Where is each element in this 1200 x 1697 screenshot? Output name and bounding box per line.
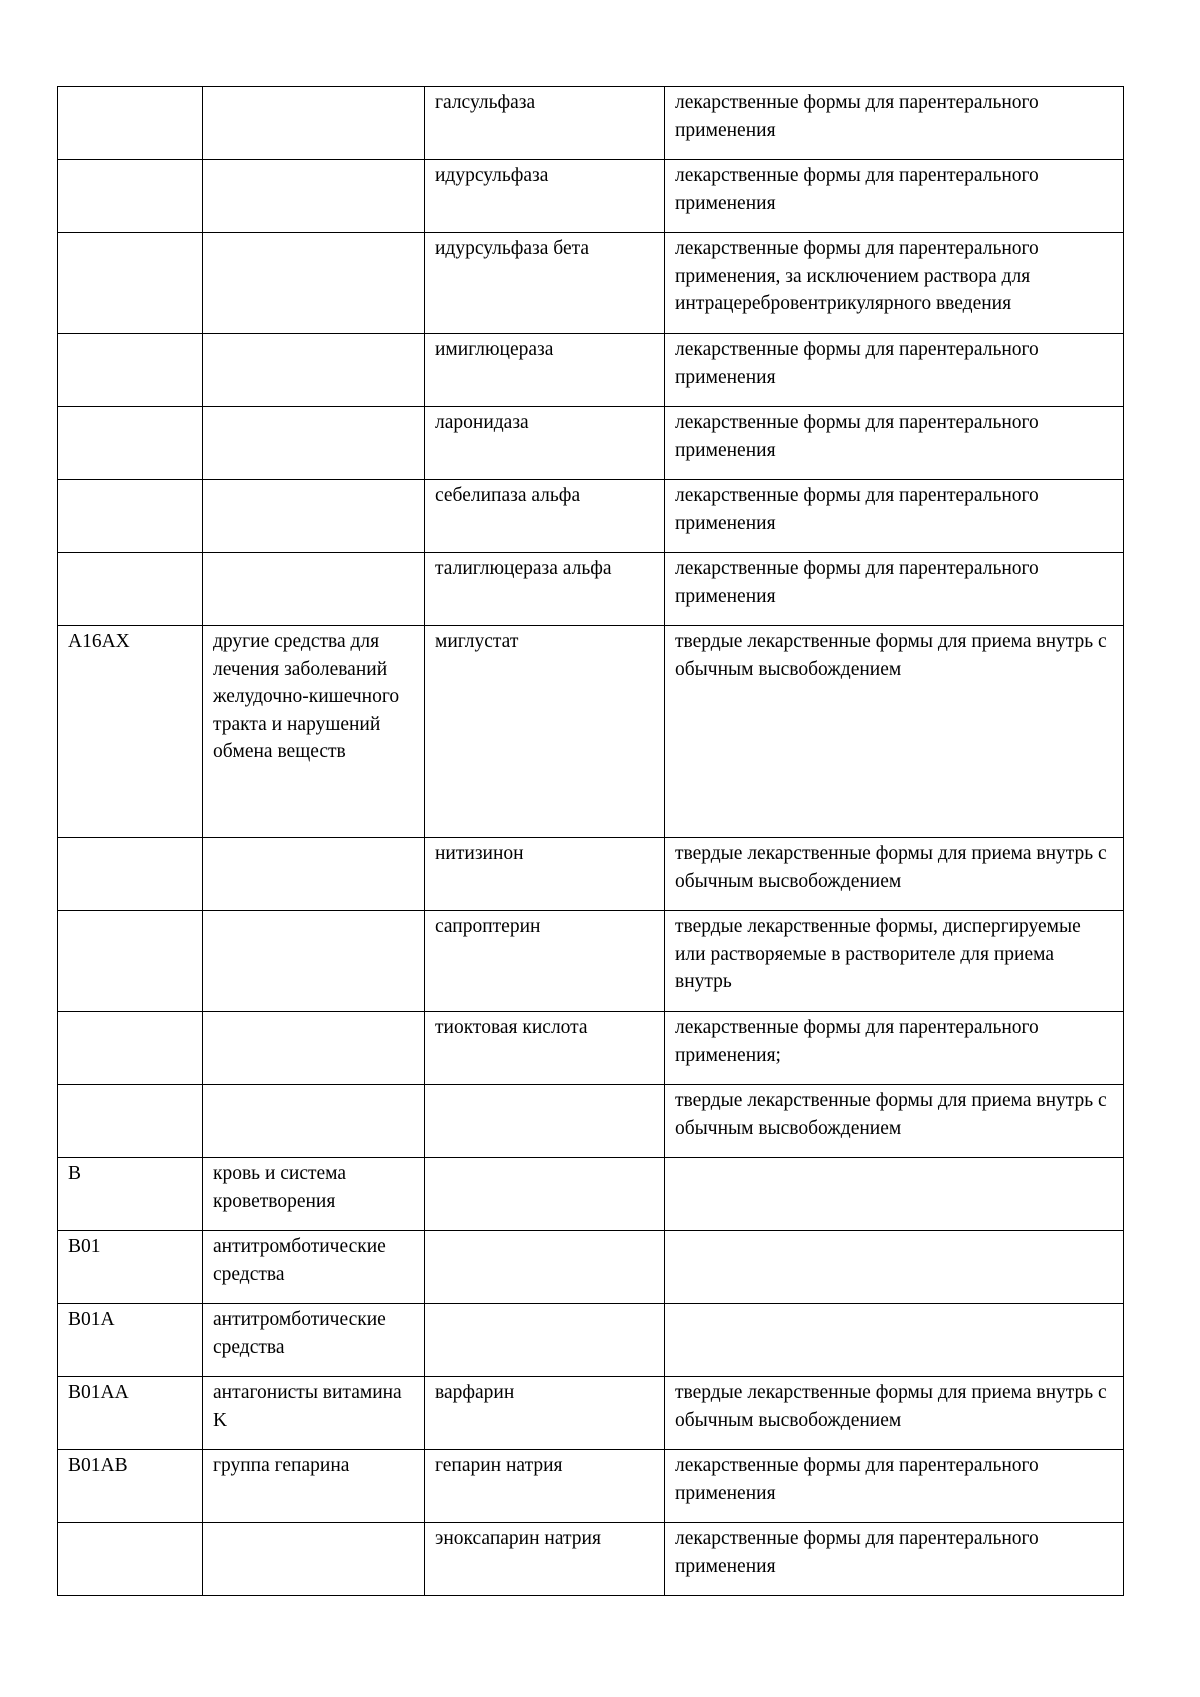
dosage-form-cell <box>665 1158 1124 1231</box>
group-name-cell: другие средства для лечения заболеваний желудочно-кишечного тракта и нарушений обмена веществ <box>203 626 425 838</box>
group-name-cell <box>203 1523 425 1596</box>
dosage-form-cell: лекарственные формы для парентерального применения <box>665 553 1124 626</box>
drug-name-cell <box>425 1085 665 1158</box>
dosage-form-cell: лекарственные формы для парентерального применения, за исключением раствора для интрацеребровентрикулярного введения <box>665 233 1124 334</box>
dosage-form-cell: лекарственные формы для парентерального применения <box>665 334 1124 407</box>
group-name-cell <box>203 160 425 233</box>
atc-code-cell <box>58 480 203 553</box>
table-row <box>58 87 1124 160</box>
atc-code-cell <box>58 407 203 480</box>
table-row <box>58 911 1124 1012</box>
drug-name-cell: себелипаза альфа <box>425 480 665 553</box>
drug-name-cell: галсульфаза <box>425 87 665 160</box>
group-name-cell <box>203 553 425 626</box>
table-row <box>58 407 1124 480</box>
dosage-form-cell: лекарственные формы для парентерального применения <box>665 407 1124 480</box>
drug-name-cell: гепарин натрия <box>425 1450 665 1523</box>
atc-code-cell: B01AB <box>58 1450 203 1523</box>
atc-code-cell <box>58 160 203 233</box>
drug-name-cell <box>425 1304 665 1377</box>
drug-name-cell: эноксапарин натрия <box>425 1523 665 1596</box>
drug-name-cell: варфарин <box>425 1377 665 1450</box>
group-name-cell <box>203 87 425 160</box>
dosage-form-cell: твердые лекарственные формы для приема внутрь с обычным высвобождением <box>665 838 1124 911</box>
dosage-form-cell: лекарственные формы для парентерального применения <box>665 1450 1124 1523</box>
table-row <box>58 160 1124 233</box>
atc-code-cell: B01A <box>58 1304 203 1377</box>
table-row <box>58 1523 1124 1596</box>
table-row <box>58 553 1124 626</box>
group-name-cell <box>203 480 425 553</box>
group-name-cell <box>203 407 425 480</box>
dosage-form-cell: твердые лекарственные формы для приема внутрь с обычным высвобождением <box>665 1085 1124 1158</box>
group-name-cell: антагонисты витамина K <box>203 1377 425 1450</box>
drug-name-cell: талиглюцераза альфа <box>425 553 665 626</box>
group-name-cell <box>203 1085 425 1158</box>
drug-name-cell: имиглюцераза <box>425 334 665 407</box>
table-row <box>58 1012 1124 1085</box>
table-row <box>58 838 1124 911</box>
drug-name-cell: сапроптерин <box>425 911 665 1012</box>
drug-list-table <box>57 86 1124 1596</box>
atc-code-cell: B <box>58 1158 203 1231</box>
group-name-cell <box>203 838 425 911</box>
dosage-form-cell: твердые лекарственные формы для приема внутрь с обычным высвобождением <box>665 626 1124 838</box>
table-row <box>58 1231 1124 1304</box>
dosage-form-cell: лекарственные формы для парентерального применения <box>665 160 1124 233</box>
drug-name-cell: идурсульфаза <box>425 160 665 233</box>
atc-code-cell <box>58 838 203 911</box>
dosage-form-cell <box>665 1231 1124 1304</box>
drug-name-cell: нитизинон <box>425 838 665 911</box>
dosage-form-cell: лекарственные формы для парентерального применения <box>665 1523 1124 1596</box>
table-row <box>58 1304 1124 1377</box>
table-row <box>58 1158 1124 1231</box>
table-row <box>58 334 1124 407</box>
atc-code-cell <box>58 87 203 160</box>
table-row <box>58 1450 1124 1523</box>
atc-code-cell: B01 <box>58 1231 203 1304</box>
atc-code-cell: B01AA <box>58 1377 203 1450</box>
atc-code-cell <box>58 233 203 334</box>
table-row <box>58 1085 1124 1158</box>
dosage-form-cell: твердые лекарственные формы, диспергируемые или растворяемые в растворителе для приема внутрь <box>665 911 1124 1012</box>
atc-code-cell <box>58 911 203 1012</box>
atc-code-cell <box>58 553 203 626</box>
group-name-cell <box>203 911 425 1012</box>
atc-code-cell: A16AX <box>58 626 203 838</box>
group-name-cell <box>203 1012 425 1085</box>
table-row <box>58 480 1124 553</box>
drug-name-cell: идурсульфаза бета <box>425 233 665 334</box>
group-name-cell: кровь и система кроветворения <box>203 1158 425 1231</box>
dosage-form-cell: твердые лекарственные формы для приема внутрь с обычным высвобождением <box>665 1377 1124 1450</box>
drug-name-cell: тиоктовая кислота <box>425 1012 665 1085</box>
group-name-cell: группа гепарина <box>203 1450 425 1523</box>
drug-name-cell <box>425 1158 665 1231</box>
atc-code-cell <box>58 1012 203 1085</box>
dosage-form-cell <box>665 1304 1124 1377</box>
group-name-cell: антитромботические средства <box>203 1231 425 1304</box>
dosage-form-cell: лекарственные формы для парентерального применения <box>665 480 1124 553</box>
table-row <box>58 626 1124 838</box>
table-row <box>58 233 1124 334</box>
drug-name-cell: ларонидаза <box>425 407 665 480</box>
group-name-cell <box>203 233 425 334</box>
group-name-cell <box>203 334 425 407</box>
atc-code-cell <box>58 1085 203 1158</box>
atc-code-cell <box>58 334 203 407</box>
group-name-cell: антитромботические средства <box>203 1304 425 1377</box>
dosage-form-cell: лекарственные формы для парентерального применения; <box>665 1012 1124 1085</box>
atc-code-cell <box>58 1523 203 1596</box>
table-row <box>58 1377 1124 1450</box>
drug-name-cell: миглустат <box>425 626 665 838</box>
dosage-form-cell: лекарственные формы для парентерального применения <box>665 87 1124 160</box>
drug-name-cell <box>425 1231 665 1304</box>
